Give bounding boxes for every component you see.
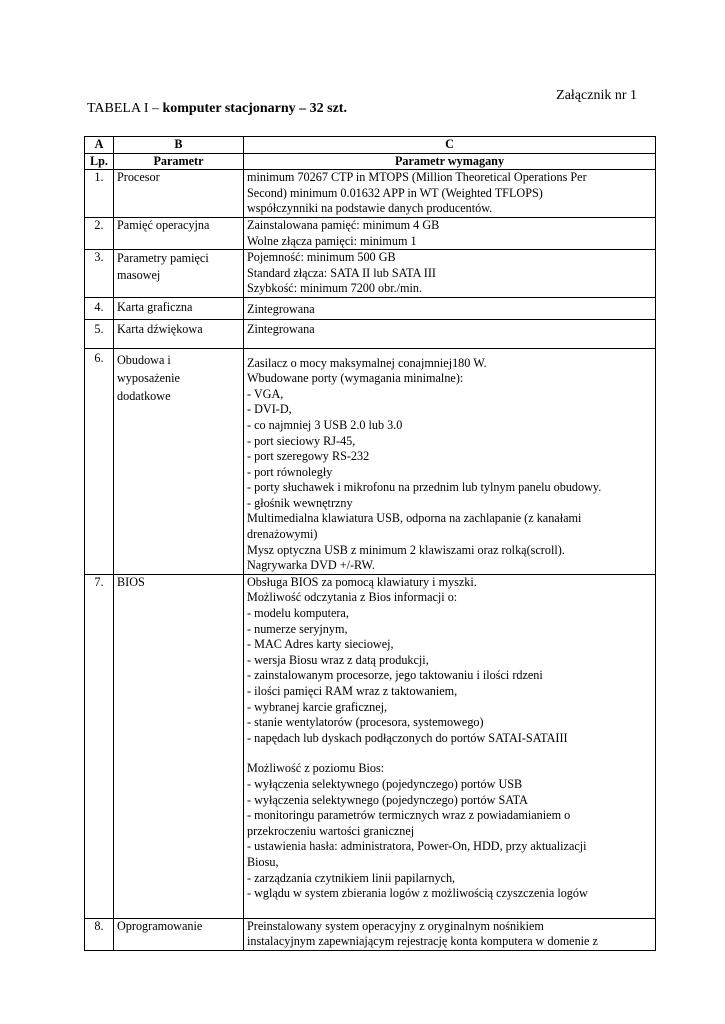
value-line: - monitoringu parametrów termicznych wraz z powiadamianiem o [247,808,571,823]
value-line: Zintegrowana [247,301,315,316]
col-letter-b: B [114,137,244,154]
value-line: - port sieciowy RJ-45, [247,433,356,448]
value-line: współczynniki na podstawie danych producentów. [247,201,493,216]
spec-table [84,136,656,951]
row-param: Pamięć operacyjna [114,217,244,249]
row-value [244,250,656,298]
value-line: Nagrywarka DVD +/-RW. [247,558,375,573]
column-headers-row [85,153,656,170]
table-row [85,918,656,950]
row-lp: 7. [85,574,114,918]
column-letters-row [85,137,656,154]
value-line: - VGA, [247,386,284,401]
row-param: Parametry pamięci masowej [114,250,244,298]
value-line: - port szeregowy RS-232 [247,449,370,464]
table-title-bold: komputer stacjonarny – 32 szt. [162,101,347,116]
value-line: - stanie wentylatorów (procesora, systemowego) [247,715,484,730]
value-line: Szybkość: minimum 7200 obr./min. [247,281,423,296]
value-line: Biosu, [247,854,279,869]
value-line: - modelu komputera, [247,606,349,621]
value-line: - zarządzania czytnikiem linii papilarnych, [247,870,456,885]
row-value [244,918,656,950]
row-lp: 2. [85,217,114,249]
value-line: Pojemność: minimum 500 GB [247,250,396,265]
row-param-text: Obudowa i wyposażenie dodatkowe [117,352,180,403]
col-header-lp: Lp. [85,153,114,170]
row-param: Oprogramowanie [114,918,244,950]
value-line: Multimedialna klawiatura USB, odporna na zachlapanie (z kanałami [247,511,582,526]
row-lp: 1. [85,170,114,218]
row-value [244,574,656,918]
row-param: BIOS [114,574,244,918]
value-line: - głośnik wewnętrzny [247,495,353,510]
value-line: Wbudowane porty (wymagania minimalne): [247,371,464,386]
value-line: Obsługa BIOS za pomocą klawiatury i myszki. [247,574,477,589]
row-lp: 6. [85,348,114,574]
row-value [244,217,656,249]
row-param [114,348,244,574]
value-line: Możliwość odczytania z Bios informacji o: [247,590,458,605]
row-value [244,297,656,319]
table-row [85,170,656,218]
table-row [85,217,656,249]
value-line: Preinstalowany system operacyjny z oryginalnym nośnikiem [247,918,544,933]
annex-label: Załącznik nr 1 [556,88,637,103]
paragraph-gap [247,746,652,761]
col-header-parametr: Parametr [114,153,244,170]
value-line: Zintegrowana [247,321,315,336]
value-line: przekroczeniu wartości granicznej [247,823,415,838]
row-lp: 3. [85,250,114,298]
value-line: - numerze seryjnym, [247,621,348,636]
value-line: - DVI-D, [247,402,292,417]
row-value [244,348,656,574]
row-lp: 4. [85,297,114,319]
table-title-prefix: TABELA I – [87,101,163,116]
table-row [85,319,656,348]
col-header-parametr-wymagany: Parametr wymagany [244,153,656,170]
value-line: Mysz optyczna USB z minimum 2 klawiszami oraz rolką(scroll). [247,542,565,557]
value-line: Second) minimum 0.01632 APP in WT (Weighted TFLOPS) [247,185,543,200]
row-param: Karta dźwiękowa [114,319,244,348]
value-line: - wglądu w system zbierania logów z możliwością czyszczenia logów [247,886,588,901]
value-line: Standard złącza: SATA II lub SATA III [247,265,436,280]
row-lp: 8. [85,918,114,950]
value-line: minimum 70267 CTP in MTOPS (Million Theoretical Operations Per [247,170,587,185]
table-row [85,297,656,319]
row-value [244,319,656,348]
value-line: - ilości pamięci RAM wraz z taktowaniem, [247,684,458,698]
value-line: drenażowymi) [247,527,318,542]
value-line: - wyłączenia selektywnego (pojedynczego) portów SATA [247,792,528,807]
table-title [87,101,347,117]
value-line: Zasilacz o mocy maksymalnej conajmniej180 W. [247,355,487,370]
row-param: Karta graficzna [114,297,244,319]
row-value [244,170,656,218]
value-line: - wersja Biosu wraz z datą produkcji, [247,652,429,667]
value-line: instalacyjnym zapewniającym rejestrację konta komputera w domenie z [247,934,598,949]
value-line: - porty słuchawek i mikrofonu na przednim lub tylnym panelu obudowy. [247,480,602,495]
value-line: Zainstalowana pamięć: minimum 4 GB [247,217,440,232]
value-line: - wyłączenia selektywnego (pojedynczego) portów USB [247,776,523,791]
value-line: - ustawienia hasła: administratora, Power-On, HDD, przy aktualizacji [247,839,587,854]
table-row [85,574,656,918]
value-line: Wolne złącza pamięci: minimum 1 [247,233,417,248]
value-line: - wybranej karcie graficznej, [247,699,388,714]
col-letter-a: A [85,137,114,154]
table-row [85,348,656,574]
value-line: - napędach lub dyskach podłączonych do portów SATAI-SATAIII [247,730,568,745]
value-line: - port równoległy [247,464,333,479]
col-letter-c: C [244,137,656,154]
table-row [85,250,656,298]
value-line: - co najmniej 3 USB 2.0 lub 3.0 [247,417,403,432]
value-line: - MAC Adres karty sieciowej, [247,637,394,652]
row-param: Procesor [114,170,244,218]
value-line: - zainstalowanym procesorze, jego taktowaniu i ilości rdzeni [247,668,543,683]
value-line: Możliwość z poziomu Bios: [247,761,385,776]
row-lp: 5. [85,319,114,348]
